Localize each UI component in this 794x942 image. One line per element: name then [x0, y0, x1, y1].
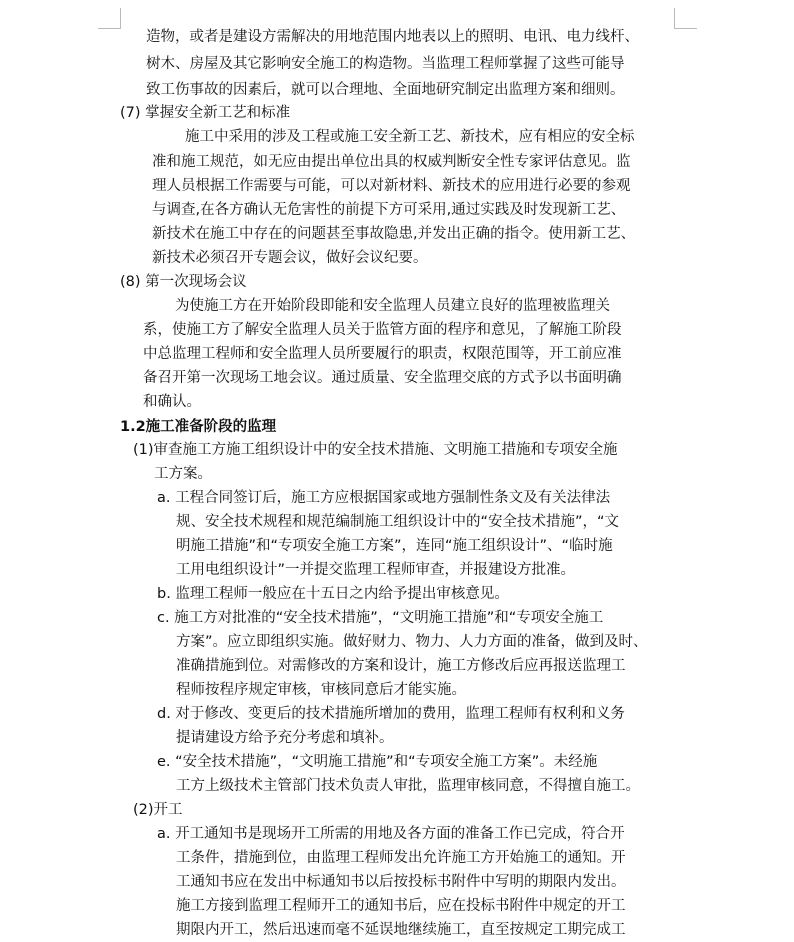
list-item-a: a. 开工通知书是现场开工所需的用地及各方面的准备工作已完成，符合开	[157, 826, 625, 842]
text-line: 和确认。	[143, 394, 201, 410]
page-corner-mark-top-right	[674, 8, 697, 29]
text-line: 工方案。	[154, 466, 212, 482]
list-item-a: a. 工程合同签订后，施工方应根据国家或地方强制性条文及有关法律法	[157, 490, 611, 506]
text-line: 方案”。应立即组织实施。做好财力、物力、人力方面的准备，做到及时、	[176, 634, 648, 650]
list-item-e: e. “安全技术措施”，“文明施工措施”和“专项安全施工方案”。未经施	[157, 754, 598, 770]
text-line: 期限内开工，然后迅速而毫不延误地继续施工，直至按规定工期完成工	[176, 922, 626, 938]
section-heading-7: (7) 掌握安全新工艺和标准	[120, 105, 291, 121]
text-line: 明施工措施”和“专项安全施工方案”，连同“施工组织设计”、“临时施	[176, 538, 613, 554]
text-line: 与调查,在各方确认无危害性的前提下方可采用,通过实践及时发现新工艺、	[152, 202, 626, 218]
text-line: 工用电组织设计”一并提交监理工程师审查，并报建设方批准。	[176, 562, 576, 578]
text-line: 为使施工方在开始阶段即能和安全监理人员建立良好的监理被监理关	[175, 298, 610, 314]
text-line: 新技术必须召开专题会议，做好会议纪要。	[152, 250, 428, 266]
text-line: 施工方接到监理工程师开工的通知书后，应在投标书附件中规定的开工	[176, 898, 626, 914]
section-heading-1-2: 1.2施工准备阶段的监理	[120, 419, 277, 435]
page-corner-mark-top-left	[98, 8, 121, 29]
text-line: 工方上级技术主管部门技术负责人审批，监理审核同意，不得擅自施工。	[176, 778, 640, 794]
text-line: 提请建设方给予充分考虑和填补。	[176, 730, 394, 746]
text-line: 准和施工规范，如无应由提出单位出具的权威判断安全性专家评估意见。监	[152, 154, 631, 170]
text-line: 备召开第一次现场工地会议。通过质量、安全监理交底的方式予以书面明确	[143, 370, 622, 386]
text-line: 中总监理工程师和安全监理人员所要履行的职责，权限范围等，开工前应准	[143, 346, 622, 362]
text-line: 造物，或者是建设方需解决的用地范围内地表以上的照明、电讯、电力线杆、	[146, 29, 639, 45]
section-heading-8: (8) 第一次现场会议	[120, 274, 247, 290]
list-item-2: (2)开工	[133, 802, 183, 818]
list-item-c: c. 施工方对批准的“安全技术措施”，“文明施工措施”和“专项安全施工	[157, 610, 604, 626]
text-line: 施工中采用的涉及工程或施工安全新工艺、新技术，应有相应的安全标	[185, 129, 635, 145]
text-line: 规、安全技术规程和规范编制施工组织设计中的“安全技术措施”，“文	[176, 514, 620, 530]
text-line: 准确措施到位。对需修改的方案和设计，施工方修改后应再报送监理工	[176, 658, 626, 674]
text-line: 工通知书应在发出中标通知书以后按投标书附件中写明的期限内发出。	[176, 874, 626, 890]
text-line: 树木、房屋及其它影响安全施工的构造物。当监理工程师掌握了这些可能导	[146, 56, 625, 72]
text-line: 工条件，措施到位，由监理工程师发出允许施工方开始施工的通知。开	[176, 850, 626, 866]
text-line: 致工伤事故的因素后，就可以合理地、全面地研究制定出监理方案和细则。	[146, 82, 625, 98]
list-item-1: (1)审查施工方施工组织设计中的安全技术措施、文明施工措施和专项安全施	[133, 442, 618, 458]
text-line: 新技术在施工中存在的问题甚至事故隐患,并发出正确的指令。使用新工艺、	[152, 226, 636, 242]
text-line: 程师按程序规定审核，审核同意后才能实施。	[176, 682, 466, 698]
list-item-d: d. 对于修改、变更后的技术措施所增加的费用，监理工程师有权利和义务	[157, 706, 625, 722]
list-item-b: b. 监理工程师一般应在十五日之内给予提出审核意见。	[157, 586, 509, 602]
text-line: 理人员根据工作需要与可能，可以对新材料、新技术的应用进行必要的参观	[152, 178, 631, 194]
text-line: 系，使施工方了解安全监理人员关于监管方面的程序和意见，了解施工阶段	[143, 322, 622, 338]
